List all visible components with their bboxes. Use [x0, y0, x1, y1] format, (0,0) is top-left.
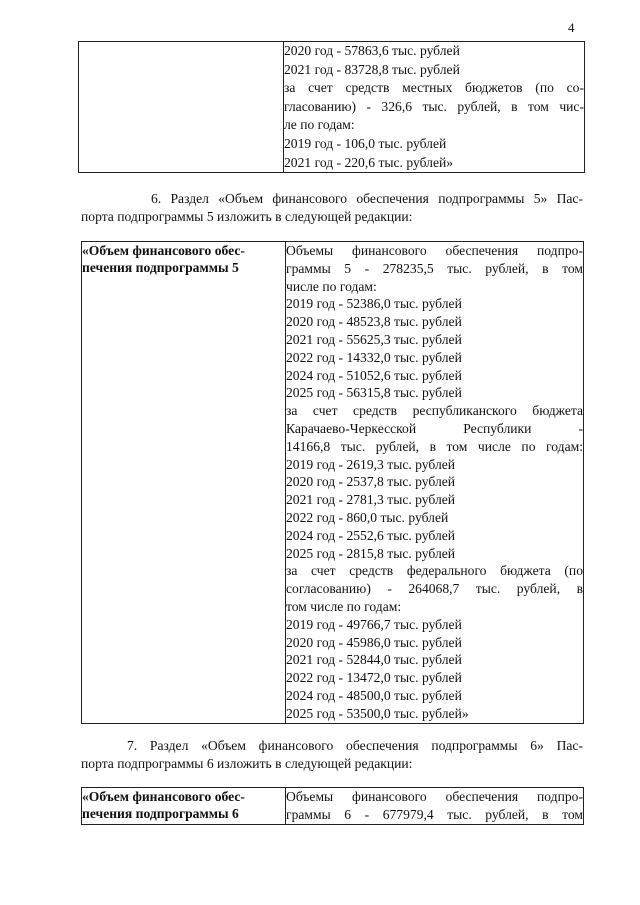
table-line: том числе по годам: [286, 598, 402, 614]
funding-details-cell [286, 788, 584, 825]
table-line: граммы 6 - 677979,4 тыс. рублей, в том [286, 807, 583, 822]
table-line: 2022 год - 860,0 тыс. рублей [286, 509, 449, 525]
table-line: 2025 год - 56315,8 тыс. рублей [286, 385, 462, 401]
subprogram-4-funding-table-continuation [78, 41, 585, 173]
table-line: согласованию) - 264068,7 тыс. рублей, в [286, 581, 583, 597]
table-line: 2020 год - 45986,0 тыс. рублей [286, 634, 462, 650]
table-line: 2019 год - 106,0 тыс. рублей [284, 135, 447, 151]
table-line: числе по годам: [286, 278, 377, 294]
paragraph-line: порта подпрограммы 6 изложить в следующей редакции: [81, 756, 413, 771]
table-line: 2022 год - 14332,0 тыс. рублей [286, 349, 462, 365]
paragraph-6 [81, 190, 583, 226]
table-line: 2022 год - 13472,0 тыс. рублей [286, 670, 462, 686]
table-line: 2021 год - 2781,3 тыс. рублей [286, 492, 456, 508]
heading-line: «Объем финансового обес- [82, 789, 245, 804]
table-line: за счет средств федерального бюджета (по [286, 563, 583, 579]
table-line: 2020 год - 48523,8 тыс. рублей [286, 314, 462, 330]
page-number: 4 [568, 20, 575, 35]
table-line: за счет средств местных бюджетов (по со- [284, 80, 584, 96]
table-line: 2024 год - 2552,6 тыс. рублей [286, 527, 456, 543]
funding-details-cell [286, 242, 584, 724]
table-line: граммы 5 - 278235,5 тыс. рублей, в том [286, 260, 583, 276]
subprogram-5-funding-table [81, 241, 584, 724]
table-line: Объемы финансового обеспечения подпро- [286, 243, 583, 258]
table-line: гласованию) - 326,6 тыс. рублей, в том чис- [284, 98, 584, 114]
heading-line: печения подпрограммы 5 [82, 260, 239, 275]
table-line: 2019 год - 49766,7 тыс. рублей [286, 616, 462, 632]
table-line: за счет средств республиканского бюджета [286, 403, 583, 419]
subprogram-6-funding-table [81, 787, 584, 825]
table-heading-cell [82, 242, 286, 724]
table-line: 2021 год - 55625,3 тыс. рублей [286, 331, 462, 347]
table-heading-cell [82, 788, 286, 825]
table-line: 2025 год - 53500,0 тыс. рублей» [286, 705, 469, 721]
table-line: 2024 год - 48500,0 тыс. рублей [286, 687, 462, 703]
table-line: 2019 год - 52386,0 тыс. рублей [286, 296, 462, 312]
table-line: 2021 год - 83728,8 тыс. рублей [284, 61, 460, 77]
table-line: 2021 год - 52844,0 тыс. рублей [286, 652, 462, 668]
paragraph-7 [81, 737, 583, 773]
table-empty-cell [79, 42, 284, 173]
funding-details-cell [284, 42, 585, 173]
table-line: 2021 год - 220,6 тыс. рублей» [284, 154, 454, 170]
table-line: 2020 год - 57863,6 тыс. рублей [284, 43, 460, 58]
table-line: Объемы финансового обеспечения подпро- [286, 789, 583, 804]
paragraph-line: порта подпрограммы 5 изложить в следующей редакции: [81, 209, 413, 224]
table-line: 2019 год - 2619,3 тыс. рублей [286, 456, 456, 472]
table-line: ле по годам: [284, 117, 355, 133]
table-line: Карачаево-Черкесской Республики - [286, 420, 583, 436]
paragraph-line: 7. Раздел «Объем финансового обеспечения подпрограммы 6» Пас- [127, 738, 583, 753]
table-line: 2020 год - 2537,8 тыс. рублей [286, 474, 456, 490]
heading-line: «Объем финансового обес- [82, 243, 245, 258]
heading-line: печения подпрограммы 6 [82, 806, 239, 821]
table-line: 14166,8 тыс. рублей, в том числе по годам: [286, 438, 583, 454]
paragraph-line: 6. Раздел «Объем финансового обеспечения подпрограммы 5» Пас- [151, 191, 583, 206]
table-line: 2025 год - 2815,8 тыс. рублей [286, 545, 456, 561]
table-line: 2024 год - 51052,6 тыс. рублей [286, 367, 462, 383]
